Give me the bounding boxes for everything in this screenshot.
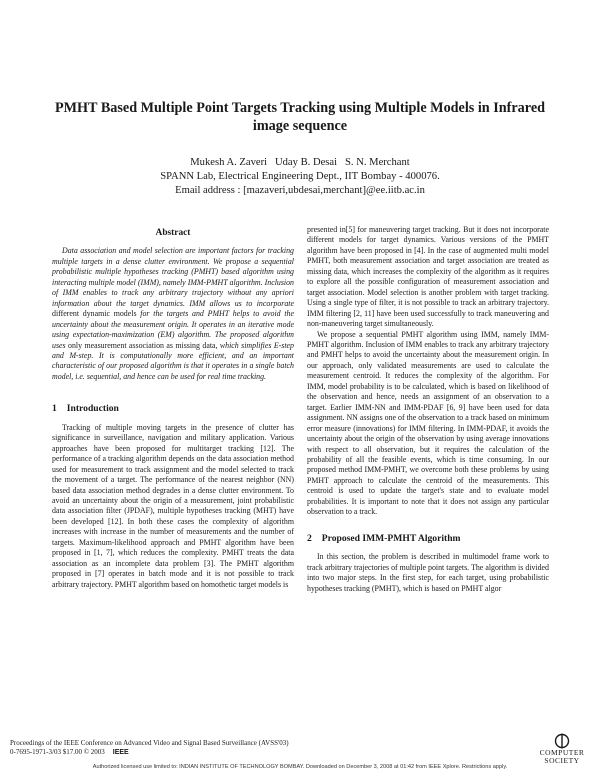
footer-isbn-line bbox=[10, 748, 129, 757]
abstract-part: only measurement association as missing data, bbox=[65, 340, 220, 350]
section-number: 2 bbox=[307, 532, 312, 544]
abstract-heading: Abstract bbox=[155, 228, 191, 238]
section2-paragraph: In this section, the problem is described in multimodel frame work to track arbitrary trajectories of multiple point targets. The algorithm is divided into two major steps. In the first step, for each target, using probabilistic hypotheses tracking (PMHT), which is based on PMHT algor bbox=[307, 552, 549, 593]
left-column bbox=[52, 228, 294, 590]
section-title: Introduction bbox=[66, 403, 119, 415]
section-heading-introduction bbox=[52, 404, 294, 414]
body-paragraph: We propose a sequential PMHT algorithm using IMM, namely IMM-PMHT algorithm. Inclusion of IMM enables to track any arbitrary trajectory and PMHT helps to avoid the uncertainty about the measurement origin. In our approach, only validated measurements are used to calculate the measurement centroid. It reduces the complexity of the algorithm. For IMM, model probability is to be calculated, which is based on likelihood of the observation and hence, needs an assignment of an observation to a target. Earlier IMM-NN and IMM-PDAF [6, 9] have been used for data assignment. NN assigns one of the observation to a track based on minimum error measure (innovations) for IMM filtering. In IMM-PDAF, it avoids the uncertainty about the origin of the observation by using average innovations with respect to all observation, but it requires the calculation of the probability of all the feasible events, which is time consuming. In our proposed method IMM-PMHT, we overcome both these problems by using PMHT approach to calculate the centroid of the measurements. This centroid is used to update the target's state and to evaluate model probabilities. It is important to note that it does not assign any particular observation to a track. bbox=[307, 329, 549, 517]
authorized-use-notice: Authorized licensed use limited to: INDIAN INSTITUTE OF TECHNOLOGY BOMBAY. Downloaded on December 3, 2008 at 01:42 from IEEE Xplore. Restrictions apply. bbox=[92, 764, 508, 770]
author-names: Mukesh A. Zaveri Uday B. Desai S. N. Merchant bbox=[190, 157, 410, 168]
logo-line-2: SOCIETY bbox=[544, 756, 580, 765]
computer-society-emblem-icon bbox=[554, 733, 570, 749]
body-paragraph: presented in[5] for maneuvering target tracking. But it does not incorporate different models for target dynamics. Various versions of the PMHT algorithm have been proposed in [4]. In the case of augmented multi model PMHT, both measurement association and target association are treated as missing data, which increases the complexity of the algorithm as it requires to explore all the possible configuration of measurement association and target association. Model selection is another problem with target tracking. Using a single type of filter, it is not possible to track an arbitrary trajectory. IMM filtering [2, 11] have been used successfully to track maneuvering and non-maneuvering target simultaneously. bbox=[307, 225, 549, 329]
abstract-part: for the targets and PMHT helps to avoid the uncertainty about the measurement origin. It operates in an iterative mode using expectation-maximization (EM) algorithm. The proposed algorithm uses bbox=[52, 309, 294, 350]
introduction-paragraph: Tracking of multiple moving targets in the presence of clutter has significance in surveillance, navigation and military application. Various approaches have been proposed for multitarget tracking [12]. The performance of a tracking algorithm depends on the data association method used for measurement to track assignment and the model selected to track the movement of a target. The performance of the nearest neighbor (NN) based data association method degrades in a dense clutter environment. To avoid an uncertainty about the origin of a measurement, joint probabilistic data association filter (JPDAF), multiple hypotheses tracking (MHT) have been developed [12]. In both these cases the complexity of algorithm increases with increase in the number of measurements and the number of targets. Maximum-likelihood approach and PMHT algorithm have been proposed in [1, 7], which reduces the complexity. PMHT treats the data association as an incomplete data problem [3]. The PMHT algorithm proposed in [7] operates in batch mode and it is not possible to track arbitrary trajectory. PMHT algorithm based on homothetic target models is bbox=[52, 422, 294, 589]
computer-society-logo bbox=[532, 733, 592, 767]
abstract-text bbox=[52, 246, 294, 382]
abstract-part: which simplifies E-step and M-step. It is computationally more efficient, and an important characteristic of our proposed algorithm is that it operates in a single batch model, i.e. sequential, and hence can be used for real time tracking. bbox=[52, 340, 294, 381]
abstract-part: different dynamic models bbox=[52, 309, 141, 319]
section-title: Proposed IMM-PMHT Algorithm bbox=[321, 532, 461, 544]
paper-title: PMHT Based Multiple Point Targets Tracking using Multiple Models in Infrared image sequence bbox=[54, 100, 546, 134]
logo-line-1: COMPUTER bbox=[539, 748, 585, 757]
footer-isbn: 0-7695-1971-3/03 $17.00 © 2003 bbox=[10, 748, 105, 756]
section-heading-proposed-algorithm bbox=[307, 534, 549, 544]
right-column bbox=[307, 225, 549, 594]
author-block bbox=[40, 156, 560, 198]
abstract-part: Data association and model selection are important factors for tracking multiple targets in a dense clutter environment. We propose a sequential probabilistic multiple hypotheses tracking (PMHT) based algorithm using interacting multiple model (IMM), namely IMM-PMHT algorithm. Inclusion of IMM enables to track any arbitrary trajectory without any apriori information about the target dynamics. IMM allows us to incorporate bbox=[52, 246, 294, 308]
ieee-mark: IEEE bbox=[112, 749, 129, 756]
author-email: Email address : [mazaveri,ubdesai,merchant]@ee.iitb.ac.in bbox=[175, 185, 425, 196]
section-number: 1 bbox=[52, 403, 57, 415]
author-affiliation: SPANN Lab, Electrical Engineering Dept., IIT Bombay - 400076. bbox=[160, 171, 440, 182]
footer-proceedings: Proceedings of the IEEE Conference on Advanced Video and Signal Based Surveillance (AVSS'03) bbox=[10, 739, 289, 747]
